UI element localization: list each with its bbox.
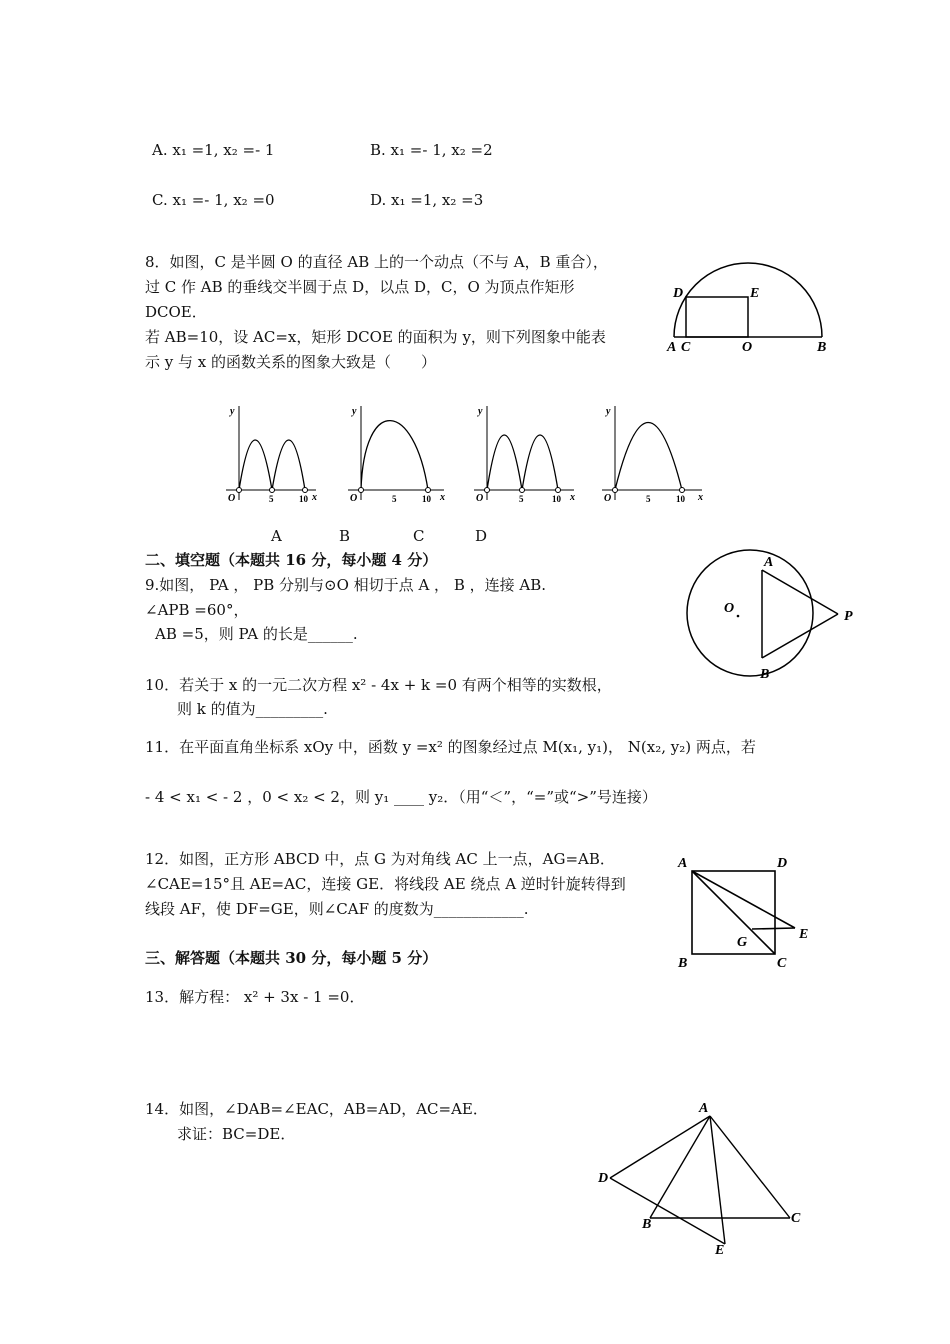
tick-5: 5: [269, 494, 274, 504]
q12-label-d: D: [777, 856, 788, 871]
q8-semicircle-figure: [662, 255, 832, 365]
q14-line-1: 14．如图，∠DAB=∠EAC，AB=AD，AC=AE．: [145, 1100, 488, 1118]
q9-line-1: 9.如图， PA ， PB 分别与⊙O 相切于点 A ， B ，连接 AB.: [145, 576, 547, 594]
q8-graph-b: [344, 400, 454, 508]
q8-label-d: D: [673, 286, 684, 301]
q12-line-3: 线段 AF，使 DF=GE，则∠CAF 的度数为____________.: [145, 900, 529, 918]
tick-10: 10: [299, 494, 308, 504]
tick-10: 10: [552, 494, 561, 504]
q14-label-c: C: [791, 1211, 801, 1226]
q8-choice-d: D: [475, 527, 488, 545]
q12-label-b: B: [678, 956, 688, 971]
tick-5: 5: [646, 494, 651, 504]
q14-label-b: B: [642, 1217, 652, 1232]
q9-label-p: P: [844, 609, 853, 624]
q8-label-a: A: [667, 340, 677, 355]
axis-y-label: y: [606, 406, 611, 417]
q8-graph-a: [222, 400, 322, 508]
section-3-title: 三、解答题（本题共 30 分，每小题 5 分）: [145, 949, 438, 967]
origin-label: O: [476, 493, 484, 504]
q7-option-a: A. x₁ =1, x₂ =- 1: [152, 141, 275, 159]
q8-label-c: C: [681, 340, 691, 355]
axis-x-label: x: [440, 492, 445, 503]
q14-label-e: E: [715, 1243, 725, 1258]
q8-label-e: E: [750, 286, 760, 301]
axis-y-label: y: [230, 406, 235, 417]
q8-label-o: O: [742, 340, 753, 355]
section-2-title: 二、填空题（本题共 16 分，每小题 4 分）: [145, 551, 438, 569]
q12-label-g: G: [737, 935, 748, 950]
axis-y-label: y: [352, 406, 357, 417]
q11-line-1: 11．在平面直角坐标系 xOy 中，函数 y =x² 的图象经过点 M(x₁, y₁)， N(x₂, y₂) 两点，若: [145, 738, 756, 756]
q7-option-c: C. x₁ =- 1, x₂ =0: [152, 191, 275, 209]
q8-choice-b: B: [339, 527, 351, 545]
q12-label-a: A: [678, 856, 688, 871]
q9-line-3: AB =5，则 PA 的长是______.: [155, 625, 358, 643]
tick-10: 10: [676, 494, 685, 504]
q14-label-a: A: [699, 1101, 709, 1116]
axis-x-label: x: [312, 492, 317, 503]
q8-line-4: 若 AB=10，设 AC=x，矩形 DCOE 的面积为 y，则下列图象中能表: [145, 328, 606, 346]
q9-label-a: A: [764, 555, 774, 570]
origin-label: O: [350, 493, 358, 504]
q14-triangle-figure: [595, 1098, 805, 1258]
q7-option-d: D. x₁ =1, x₂ =3: [370, 191, 484, 209]
q8-choice-a: A: [271, 527, 282, 545]
q9-label-b: B: [760, 667, 770, 682]
q9-label-o: O: [724, 601, 735, 616]
q12-line-2: ∠CAE=15°且 AE=AC，连接 GE．将线段 AE 绕点 A 逆时针旋转得到: [145, 875, 626, 893]
q11-line-2: - 4 < x₁ < - 2 ，0 < x₂ < 2，则 y₁ ____ y₂．（用“＜”，“=”或“>”号连接）: [145, 788, 657, 806]
tick-5: 5: [392, 494, 397, 504]
q10-line-1: 10．若关于 x 的一元二次方程 x² - 4x + k =0 有两个相等的实数根，: [145, 676, 612, 694]
axis-x-label: x: [570, 492, 575, 503]
q9-line-2: ∠APB =60°，: [145, 601, 249, 619]
q10-line-2: 则 k 的值为_________.: [177, 700, 328, 718]
origin-label: O: [228, 493, 236, 504]
axis-x-label: x: [698, 492, 703, 503]
origin-label: O: [604, 493, 612, 504]
q7-option-b: B. x₁ =- 1, x₂ =2: [370, 141, 493, 159]
q14-line-2: 求证：BC=DE．: [177, 1125, 296, 1143]
q8-label-b: B: [817, 340, 827, 355]
q8-graph-d: [598, 400, 708, 508]
tick-5: 5: [519, 494, 524, 504]
q8-line-2: 过 C 作 AB 的垂线交半圆于点 D，以点 D，C，O 为顶点作矩形: [145, 278, 575, 296]
q8-line-1: 8．如图，C 是半圆 O 的直径 AB 上的一个动点（不与 A，B 重合），: [145, 253, 608, 271]
q9-tangent-figure: [680, 550, 860, 685]
q12-line-1: 12．如图，正方形 ABCD 中，点 G 为对角线 AC 上一点，AG=AB．: [145, 850, 615, 868]
axis-y-label: y: [478, 406, 483, 417]
q12-label-e: E: [799, 927, 809, 942]
q8-choice-c: C: [413, 527, 425, 545]
q8-line-5: 示 y 与 x 的函数关系的图象大致是（ ）: [145, 353, 437, 371]
q12-label-c: C: [777, 956, 787, 971]
q12-square-figure: [675, 852, 825, 974]
q14-label-d: D: [598, 1171, 609, 1186]
q8-graph-c: [470, 400, 580, 508]
tick-10: 10: [422, 494, 431, 504]
q13-line-1: 13．解方程： x² + 3x - 1 =0．: [145, 988, 365, 1006]
q8-line-3: DCOE．: [145, 303, 207, 321]
